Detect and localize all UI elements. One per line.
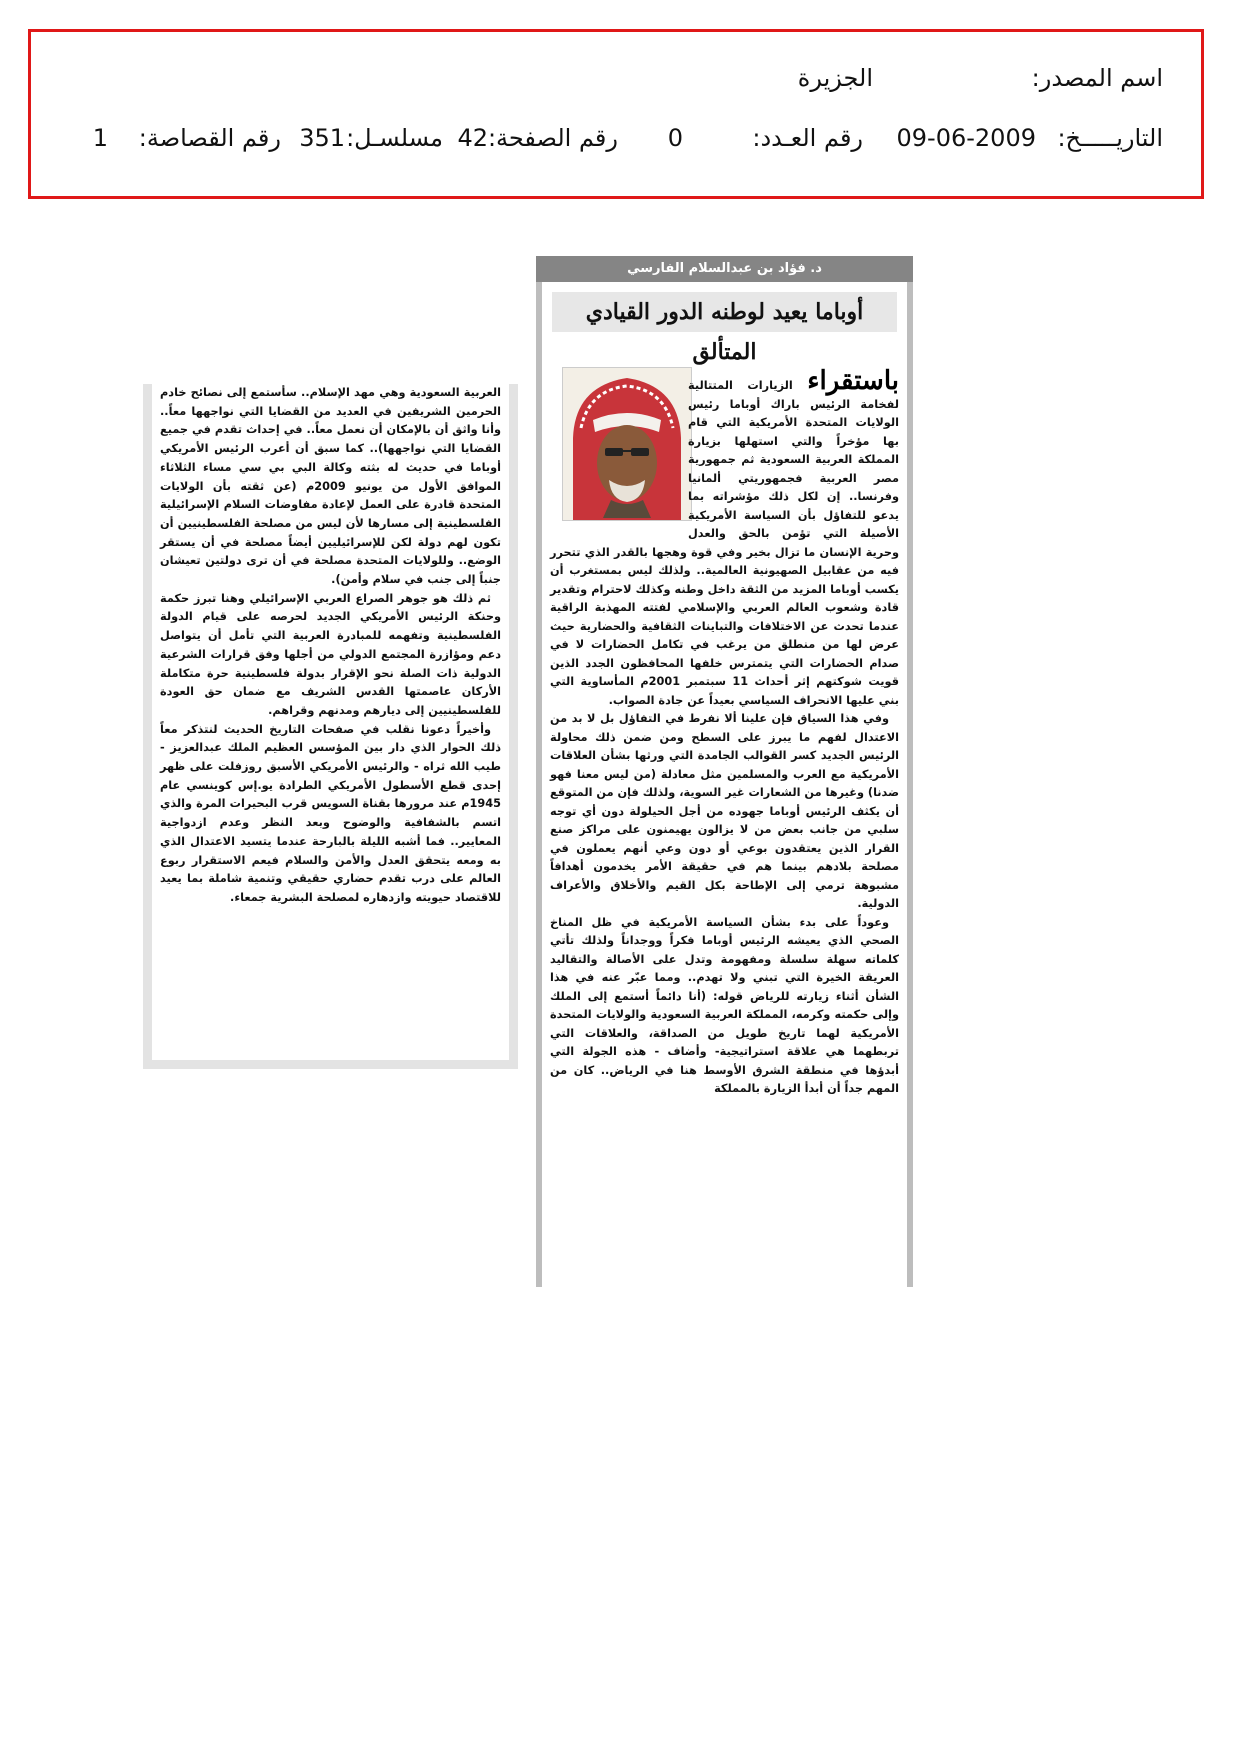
article-paragraph: وفي هذا السياق فإن علينا ألا نفرط في التفاؤل بل لا بد من الاعتدال لفهم ما يبرز على السطح ومن ضمن ذلك محاولة الرئيس الجديد كسر القوالب الجامدة التي ورثها بشأن العلاقات الأمريكية مع العرب والمسلمين مثل معادلة (من ليس معنا فهو ضدنا) وغيرها من الشعارات غير السوية، ولذلك فإن من المتوقع أن يكثف الرئيس أوباما جهوده من أجل الحيلولة دون أي توجه سلبي من جانب بعض من لا يزالون يهيمنون على مراكز صنع القرار الذين يعتقدون بوعي أو دون وعي أنهم يعملون في مصلحة بلادهم بينما هم في حقيقة الأمر يخدمون أهدافاً مشبوهة ترمي إلى الإطاحة بكل القيم والأخلاق والأعراف الدولية. bbox=[550, 712, 899, 910]
serial-label: مسلسـل: bbox=[346, 124, 443, 152]
clipping-metadata-box bbox=[28, 29, 1204, 199]
source-label: اسم المصدر: bbox=[1031, 64, 1163, 92]
date-value: 09-06-2009 bbox=[896, 124, 1036, 152]
author-byline: د. فؤاد بن عبدالسلام الفارسي bbox=[536, 256, 913, 282]
article-paragraph: العربية السعودية وهي مهد الإسلام.. سأستمع إلى نصائح خادم الحرمين الشريفين في العديد من القضايا التي نواجهها معاً.. وأنا واثق أن بالإمكان أن نعمل معاً.. في إحداث تقدم في جميع القضايا التي نواجهها).. كما سبق أن أعرب الرئيس الأمريكي أوباما في حديث له بثته وكالة البي بي سي مساء الثلاثاء الموافق الأول من يونيو 2009م (عن ثقته بأن الولايات المتحدة قادرة على العمل لإعادة مفاوضات السلام الإسرائيلية الفلسطينية إلى مسارها لأن ليس من مصلحة الفلسطينيين أن تكون لهم دولة لكن للإسرائيليين أيضاً مصلحة في أن يستقر الوضع.. وللولايات المتحدة مصلحة في أن ترى دولتين تعيشان جنباً إلى جنب في سلام وأمن). bbox=[160, 386, 501, 587]
metadata-row-source bbox=[69, 64, 1163, 94]
serial-value: 351 bbox=[299, 124, 345, 152]
page-label: رقم الصفحة: bbox=[487, 124, 618, 152]
page-value: 42 bbox=[457, 124, 488, 152]
article-paragraph: ثم ذلك هو جوهر الصراع العربي الإسرائيلي وهنا تبرز حكمة وحنكة الرئيس الأمريكي الجديد لحرصه على قيام الدولة الفلسطينية وتفهمه للمبادرة العربية التي تأمل أن يتواصل دعم ومؤازرة المجتمع الدولي من أجلها وفق قرارات الشرعية الدولية ذات الصلة نحو الإقرار بدولة فلسطينية حرة متكاملة الأركان عاصمتها القدس الشريف مع ضمان حق العودة للفلسطينيين إلى ديارهم ومدنهم وقراهم. bbox=[160, 591, 501, 717]
clipping-label: رقم القصاصة: bbox=[138, 124, 281, 152]
article-body-right bbox=[550, 366, 899, 1099]
article-paragraph: الزيارات المتتالية لفخامة الرئيس باراك أوباما رئيس الولايات المتحدة الأمريكية التي قام بها مؤخراً والتي استهلها بزيارة المملكة العربية السعودية ثم جمهورية مصر العربية فجمهوريتي ألمانيا وفرنسا.. إن لكل ذلك مؤشراته بما يدعو للتفاؤل بأن السياسة الأمريكية الأصيلة التي تؤمن بالحق والعدل وحرية الإنسان ما تزال بخير وفي قوة وهجها بالقدر الذي تتحرر فيه من عقابيل الصهيونية العالمية.. ولذلك ليس بمستغرب أن يكسب أوباما المزيد من الثقة داخل وطنه وكذلك لاحترام وتقدير قادة وشعوب العالم العربي والإسلامي لفتته المهذبة الراقية عندما تحدث عن الاختلافات والتباينات الثقافية والحضارية حيث عرض لها من منطلق من يرغب في تكامل الحضارات لا في صدام الحضارات التي يتمترس خلفها المحافظون الجدد الذين قويت شوكتهم إثر أحداث 11 سبتمبر 2001م المأساوية التي بني عليها الانحراف السياسي بعيداً عن جادة الصواب. bbox=[550, 379, 899, 707]
article-left-column bbox=[143, 384, 518, 1069]
article-kicker: باستقراء bbox=[807, 366, 899, 396]
article-headline: أوباما يعيد لوطنه الدور القيادي المتألق bbox=[552, 292, 897, 332]
article-right-column bbox=[536, 282, 913, 1287]
article-paragraph: وأخيراً دعونا نقلب في صفحات التاريخ الحديث لنتذكر معاً ذلك الحوار الذي دار بين المؤسس العظيم الملك عبدالعزيز - طيب الله ثراه - والرئيس الأمريكي الأسبق روزفلت على ظهر إحدى قطع الأسطول الأمريكي الطرادة يو.إس كوينسي عام 1945م عند مرورها بقناة السويس قرب البحيرات المرة والذي اتسم بالشفافية والوضوح وبعد النظر وعدم ازدواجية المعايير.. فما أشبه الليلة بالبارحة عندما يتسيد الاعتدال الذي به ومعه يتحقق العدل والأمن والسلام فيعم الاستقرار ربوع العالم على درب تقدم حضاري حقيقي وتنمية شاملة بما يعيد للاقتصاد حيويته وازدهاره لمصلحة البشرية جمعاء. bbox=[160, 722, 501, 904]
date-label: التاريـــــخ: bbox=[1057, 124, 1163, 152]
article-body-left bbox=[160, 384, 501, 908]
metadata-row-details bbox=[69, 124, 1163, 154]
article-paragraph: وعوداً على بدء بشأن السياسة الأمريكية في ظل المناخ الصحي الذي يعيشه الرئيس أوباما فكراً ووجداناً ولذلك تأتي كلماته سهلة سلسلة ومفهومة وتدل على الأصالة والتقاليد العريقة الخيرة التي تبني ولا تهدم.. ومما عبّر عنه في هذا الشأن أثناء زيارته للرياض قوله: (أنا دائماً أستمع إلى الملك وإلى حكمته وكرمه، المملكة العربية السعودية والولايات المتحدة الأمريكية لهما تاريخ طويل من الصداقة، والعلاقات التي تربطهما هي علاقة استراتيجية- وأضاف - هذه الجولة التي أبدؤها في منطقة الشرق الأوسط هنا في الرياض.. كان من المهم جداً أن أبدأ الزيارة بالمملكة bbox=[550, 915, 899, 1095]
article-left-column-inner bbox=[152, 384, 509, 1060]
issue-label: رقم العـدد: bbox=[752, 124, 863, 152]
issue-value: 0 bbox=[667, 124, 683, 152]
clipping-value: 1 bbox=[92, 124, 108, 152]
source-value: الجزيرة bbox=[797, 64, 873, 92]
